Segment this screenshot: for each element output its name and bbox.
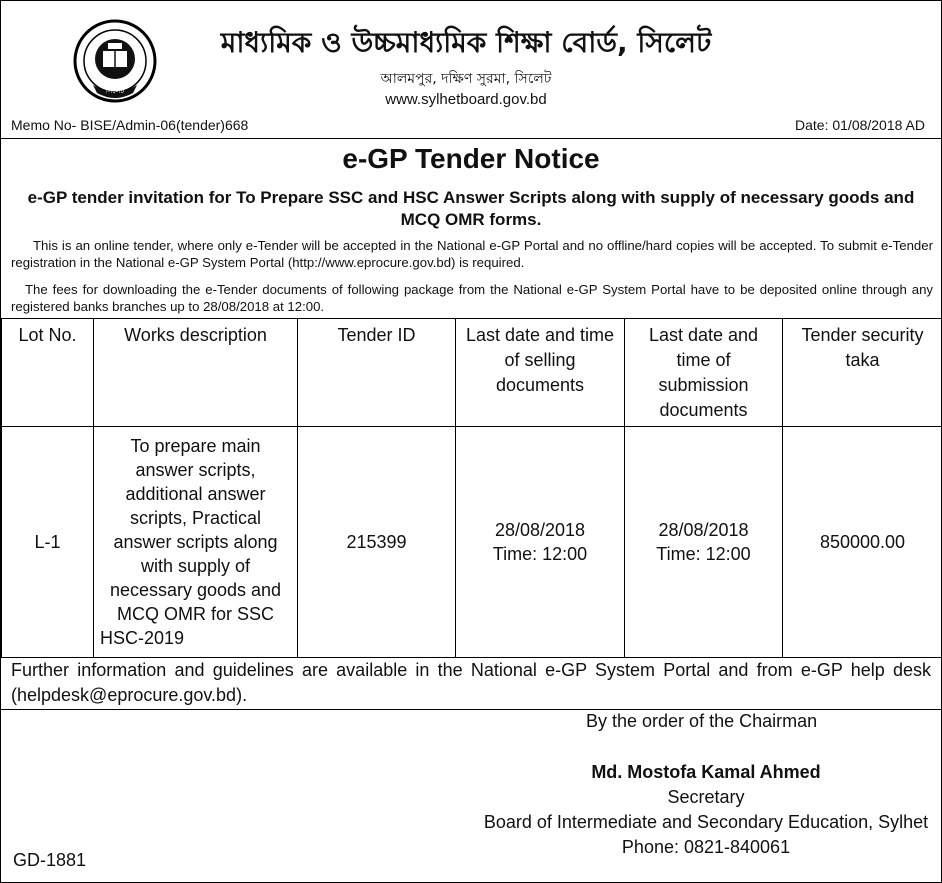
col-header-submission-date: Last date and time of submission documents (625, 319, 783, 427)
cell-description: To prepare main answer scripts, additional answer scripts, Practical answer scripts along with supply of necessary goods and MCQ OMR for SSC HSC-2019 (94, 427, 298, 658)
board-logo-icon (73, 19, 157, 103)
cell-lot: L-1 (2, 427, 94, 658)
submission-time: Time: 12:00 (656, 544, 751, 564)
further-info: Further information and guidelines are available in the National e-GP System Portal and from e-GP help desk (helpdesk@eprocure.gov.bd). (11, 660, 931, 705)
signatory-designation: Secretary (667, 787, 745, 807)
signatory-name: Md. Mostofa Kamal Ahmed (591, 762, 821, 782)
board-name: মাধ্যমিক ও উচ্চমাধ্যমিক শিক্ষা বোর্ড, সিলেট (220, 26, 712, 59)
selling-time: Time: 12:00 (492, 544, 588, 564)
signatory-phone: Phone: 0821-840061 (621, 837, 791, 857)
col-header-description: Works description (94, 319, 298, 427)
cell-submission-date (625, 427, 783, 658)
selling-date: 28/08/2018 (494, 520, 586, 540)
col-header-tender-id: Tender ID (298, 319, 456, 427)
notice-date: Date: 01/08/2018 AD (795, 117, 925, 133)
submission-date: 28/08/2018 (658, 520, 749, 540)
cell-tender-id: 215399 (298, 427, 456, 658)
notice-subtitle: e-GP tender invitation for To Prepare SSC and HSC Answer Scripts along with supply of necessary goods and MCQ OMR forms. (27, 188, 915, 229)
memo-number: Memo No- BISE/Admin-06(tender)668 (11, 117, 249, 133)
signatory-organization: Board of Intermediate and Secondary Education, Sylhet (483, 812, 929, 832)
cell-security: 850000.00 (783, 427, 942, 658)
col-header-selling-date: Last date and time of selling documents (456, 319, 625, 427)
order-line: By the order of the Chairman (586, 711, 818, 731)
gd-number: GD-1881 (13, 850, 87, 870)
paragraph-online-tender: This is an online tender, where only e-Tender will be accepted in the National e-GP Portal and no offline/hard copies will be accepted. To submit e-Tender registration in the National e-GP System Portal (http://www.eprocure.gov.bd) is required. (11, 238, 933, 270)
col-header-security: Tender security taka (783, 319, 942, 427)
tender-table (1, 318, 942, 658)
paragraph-fees: The fees for downloading the e-Tender documents of following package from the National e-GP System Portal have to be deposited online through any registered banks branches up to 28/08/2018 at 12:00. (11, 282, 933, 314)
table-header-row (2, 319, 942, 427)
notice-title: e-GP Tender Notice (342, 143, 600, 174)
board-address: আলমপুর, দক্ষিণ সুরমা, সিলেট (380, 71, 552, 87)
table-row (2, 427, 942, 658)
logo-caption: সিলেট (105, 87, 125, 95)
header-divider (1, 138, 941, 139)
signature-block (481, 709, 931, 860)
cell-selling-date (456, 427, 625, 658)
col-header-lot: Lot No. (2, 319, 94, 427)
board-website: www.sylhetboard.gov.bd (385, 91, 547, 108)
